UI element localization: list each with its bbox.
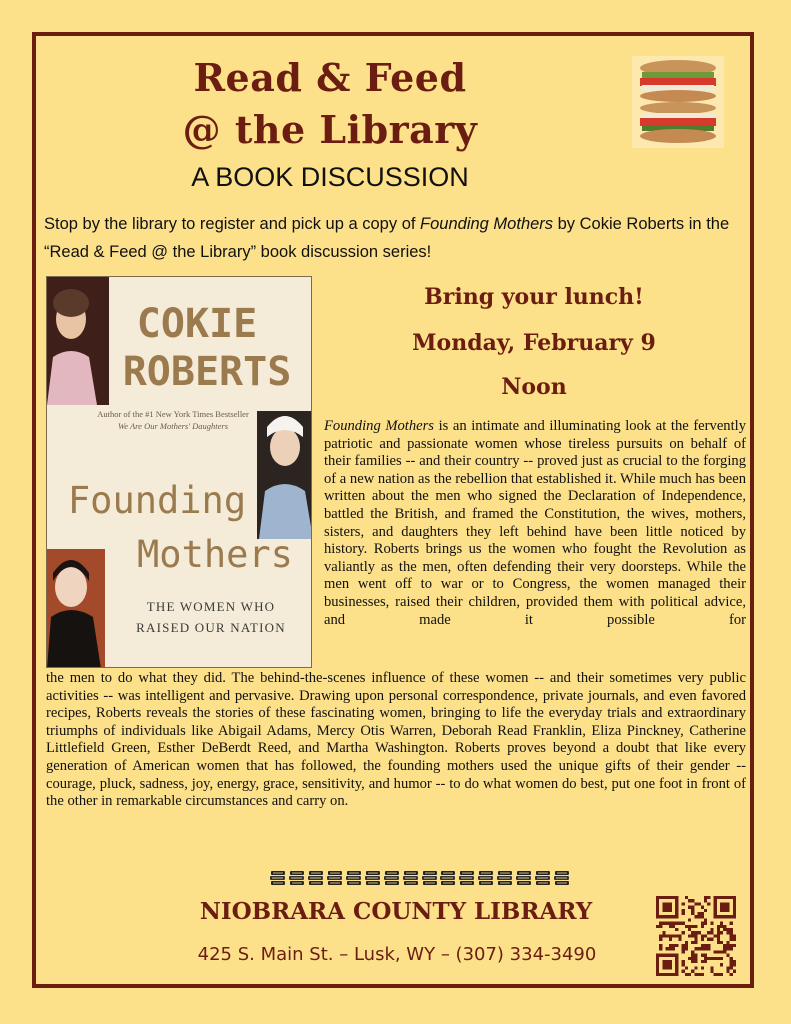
description-bottom: the men to do what they did. The behind-the-scenes influence of these women -- and their sometimes very public activities -- was intelligent and pervasive. Drawing upon personal correspondence, private journals, and even favored recipes, Roberts reveals the stories of these fascinating women, bringing to life the everyday trials and extraordinary triumphs of individuals like Abigail Adams, Mercy Otis Warren, Deborah Read Franklin, Eliza Pinckney, Catherine Littlefield Green, Esther DeBerdt Reed, and Martha Washington. Roberts proves beyond a doubt that like every generation of American women that has followed, the founding mothers used the unique gifts of their gender -- courage, pluck, sadness, joy, energy, grace, sensitivity, and humor -- to do what women do best, put one foot in front of the other in remarkable circumstances and carry on. xyxy=(46,670,746,810)
qr-code-icon[interactable] xyxy=(656,896,736,976)
cover-author-line-1: COKIE xyxy=(136,301,258,347)
intro-text: Stop by the library to register and pick up a copy of Founding Mothers by Cokie Roberts in the “Read & Feed @ the Library” book discussion series! xyxy=(44,215,730,261)
cover-subtitle-line-1: THE WOMEN WHO xyxy=(146,599,276,614)
library-address: 425 S. Main St. – Lusk, WY – (307) 334-3490 xyxy=(197,944,597,965)
cover-title-line-2: Mothers xyxy=(137,533,293,576)
bring-lunch-heading: Bring your lunch! xyxy=(424,284,644,310)
book-stack-icon xyxy=(327,870,343,888)
cover-title-line-1: Founding xyxy=(67,479,247,522)
book-stack-icon xyxy=(535,870,551,888)
book-stack-icon xyxy=(346,870,362,888)
book-stack-icon xyxy=(365,870,381,888)
cover-author-line-2: ROBERTS xyxy=(122,349,292,395)
book-stack-icon xyxy=(403,870,419,888)
portrait-right xyxy=(257,411,312,539)
cover-tagline-2: We Are Our Mothers' Daughters xyxy=(117,421,229,431)
cover-tagline-1: Author of the #1 New York Times Bestseller xyxy=(97,409,249,419)
book-stack-icon xyxy=(422,870,438,888)
book-stack-icon xyxy=(308,870,324,888)
library-name: NIOBRARA COUNTY LIBRARY xyxy=(199,898,593,925)
book-stack-icon xyxy=(440,870,456,888)
description-top: Founding Mothers is an intimate and illuminating look at the fervently patriotic and passionate women whose tireless pursuits on behalf of their families -- and their country -- proved just as crucial to the forging of a new nation as the rebellion that established it. While much has been written about the men who signed the Declaration of Independence, battled the British, and framed the Constitution, the wives, mothers, sisters, and daughters they left behind have been little noticed by history. Roberts brings us the women who fought the Revolution as valiantly as the men, often defending their very doorsteps. While the men went off to war or to Congress, the women managed their businesses, raised their children, provided them with political advice, and made it possible for xyxy=(324,418,747,628)
event-date: Monday, February 9 xyxy=(412,330,656,356)
subtitle: A BOOK DISCUSSION xyxy=(191,162,469,192)
title-line-2: @ the Library xyxy=(182,107,478,152)
book-stack-icon xyxy=(459,870,475,888)
description-book-title: Founding Mothers xyxy=(324,418,434,434)
sandwich-image xyxy=(632,56,724,148)
book-stack-icon xyxy=(478,870,494,888)
book-stack-icon xyxy=(516,870,532,888)
portrait-bottom-left xyxy=(47,549,105,668)
book-stack-icon xyxy=(384,870,400,888)
book-stack-icon xyxy=(497,870,513,888)
book-stack-icon xyxy=(270,870,286,888)
title-line-1: Read & Feed xyxy=(193,55,467,100)
book-stack-icon xyxy=(554,870,570,888)
event-time: Noon xyxy=(501,374,567,400)
book-cover xyxy=(46,276,312,668)
portrait-top-left xyxy=(47,277,109,405)
cover-subtitle-line-2: RAISED OUR NATION xyxy=(136,620,286,635)
intro-book-title: Founding Mothers xyxy=(420,215,554,233)
book-stack-icon xyxy=(289,870,305,888)
book-icons-row xyxy=(270,870,570,890)
book-cover-art xyxy=(47,277,312,668)
